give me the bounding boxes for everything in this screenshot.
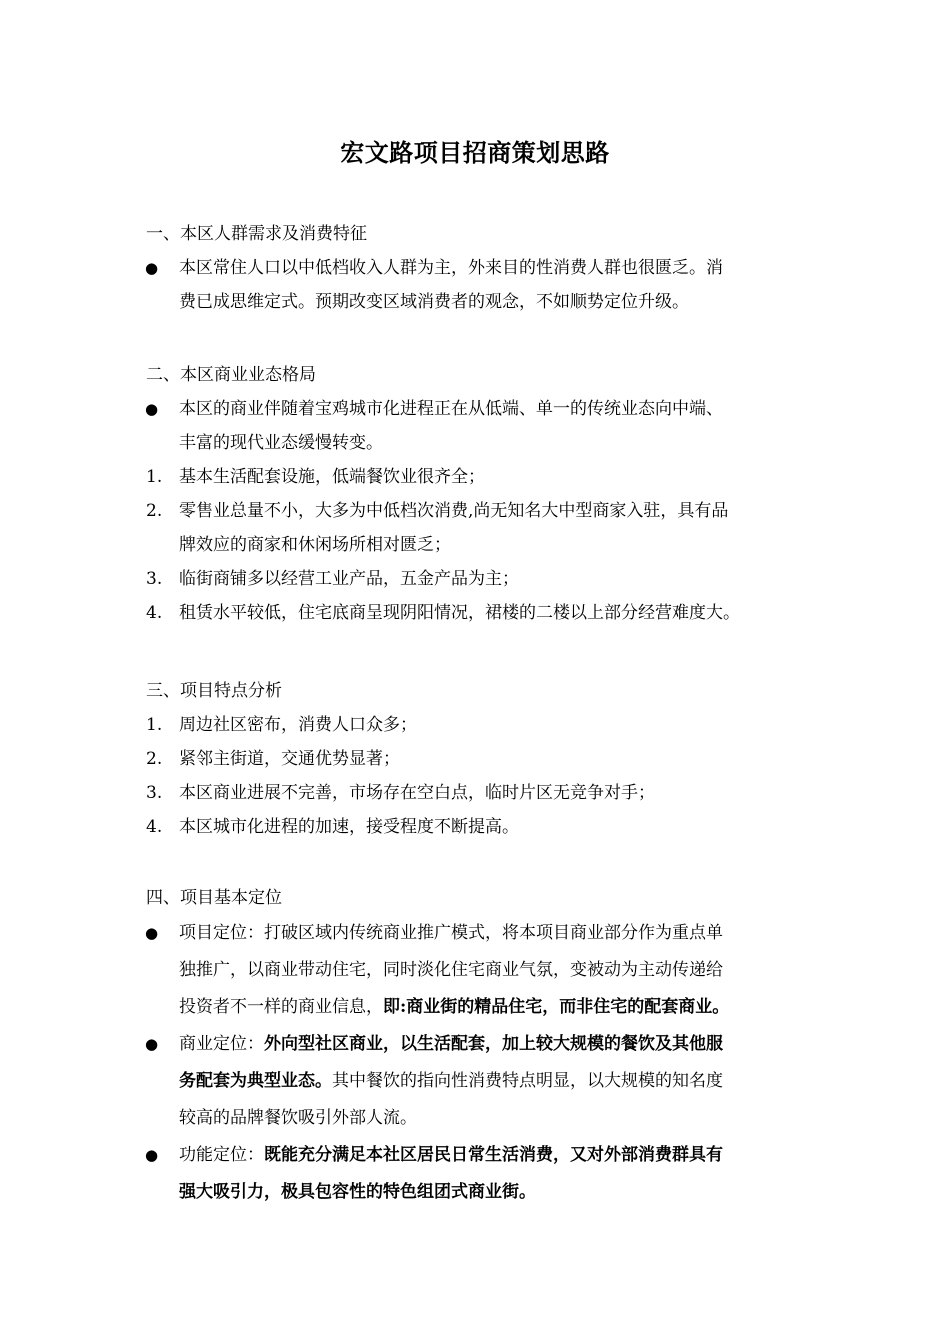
section-2 (0, 358, 950, 630)
bullet-icon: ● (145, 1146, 159, 1164)
bullet-text-continued (0, 989, 950, 1026)
item-number: 2. (146, 501, 163, 521)
numbered-item (0, 742, 950, 776)
bold-text: 既能充分满足本社区居民日常生活消费，又对外部消费群具有 (264, 1145, 723, 1165)
bullet-text: 本区常住人口以中低档收入人群为主，外来目的性消费人群也很匮乏。消 (179, 258, 723, 278)
bold-text: 外向型社区商业，以生活配套，加上较大规模的餐饮及其他服 (264, 1034, 723, 1054)
bullet-item (0, 392, 950, 426)
bullet-text-continued: 费已成思维定式。预期改变区域消费者的观念，不如顺势定位升级。 (179, 292, 689, 312)
bullet-item (0, 251, 950, 285)
normal-text: 商业定位： (179, 1034, 264, 1054)
item-number: 1. (146, 715, 163, 735)
bullet-text: 项目定位：打破区域内传统商业推广模式，将本项目商业部分作为重点单 (179, 923, 723, 943)
item-number: 3. (146, 569, 163, 589)
bold-text: 即:商业街的精品住宅，而非住宅的配套商业。 (383, 997, 730, 1017)
bullet-text-continued: 独推广，以商业带动住宅，同时淡化住宅商业气氛，变被动为主动传递给 (179, 960, 723, 980)
item-number: 3. (146, 783, 163, 803)
bullet-text-continued (0, 1063, 950, 1100)
item-text: 租赁水平较低，住宅底商呈现阴阳情况，裙楼的二楼以上部分经营难度大。 (179, 603, 740, 623)
item-text: 本区商业进展不完善，市场存在空白点，临时片区无竞争对手； (179, 783, 655, 803)
bullet-icon: ● (145, 1035, 159, 1053)
bullet-text (179, 1137, 723, 1174)
item-text-continued: 牌效应的商家和休闲场所相对匮乏； (179, 535, 451, 555)
numbered-item (0, 596, 950, 630)
item-number: 4. (146, 817, 163, 837)
numbered-item (0, 810, 950, 844)
numbered-item (0, 562, 950, 596)
bullet-item-project-positioning (0, 915, 950, 952)
item-text: 基本生活配套设施，低端餐饮业很齐全； (179, 467, 485, 487)
section-heading: 一、本区人群需求及消费特征 (146, 224, 367, 244)
bullet-text-continued: 强大吸引力，极具包容性的特色组团式商业街。 (179, 1182, 536, 1202)
bullet-icon: ● (145, 400, 159, 418)
bullet-text-continued: 较高的品牌餐饮吸引外部人流。 (179, 1108, 417, 1128)
normal-text: 其中餐饮的指向性消费特点明显，以大规模的知名度 (332, 1071, 723, 1091)
item-number: 4. (146, 603, 163, 623)
numbered-item (0, 708, 950, 742)
normal-text: 功能定位： (179, 1145, 264, 1165)
item-text: 零售业总量不小，大多为中低档次消费,尚无知名大中型商家入驻，具有品 (179, 501, 729, 521)
section-heading: 四、项目基本定位 (146, 888, 282, 908)
bullet-text: 本区的商业伴随着宝鸡城市化进程正在从低端、单一的传统业态向中端、 (179, 399, 723, 419)
bullet-text-continued: 丰富的现代业态缓慢转变。 (179, 433, 383, 453)
document-title: 宏文路项目招商策划思路 (340, 138, 610, 167)
numbered-item (0, 460, 950, 494)
bullet-icon: ● (145, 259, 159, 277)
bullet-item-function-positioning (0, 1137, 950, 1174)
item-number: 1. (146, 467, 163, 487)
numbered-item (0, 494, 950, 528)
section-heading: 二、本区商业业态格局 (146, 365, 316, 385)
item-text: 周边社区密布，消费人口众多； (179, 715, 417, 735)
bold-text: 务配套为典型业态。 (179, 1071, 332, 1091)
normal-text: 投资者不一样的商业信息， (179, 997, 383, 1017)
item-text: 紧邻主街道，交通优势显著； (179, 749, 400, 769)
item-number: 2. (146, 749, 163, 769)
item-text: 临街商铺多以经营工业产品，五金产品为主； (179, 569, 519, 589)
numbered-item (0, 776, 950, 810)
section-heading: 三、项目特点分析 (146, 681, 282, 701)
bullet-text (179, 1026, 723, 1063)
section-4 (0, 881, 950, 1211)
section-3 (0, 674, 950, 844)
bullet-item-commercial-positioning (0, 1026, 950, 1063)
section-1 (0, 217, 950, 319)
item-text: 本区城市化进程的加速，接受程度不断提高。 (179, 817, 519, 837)
bullet-icon: ● (145, 924, 159, 942)
